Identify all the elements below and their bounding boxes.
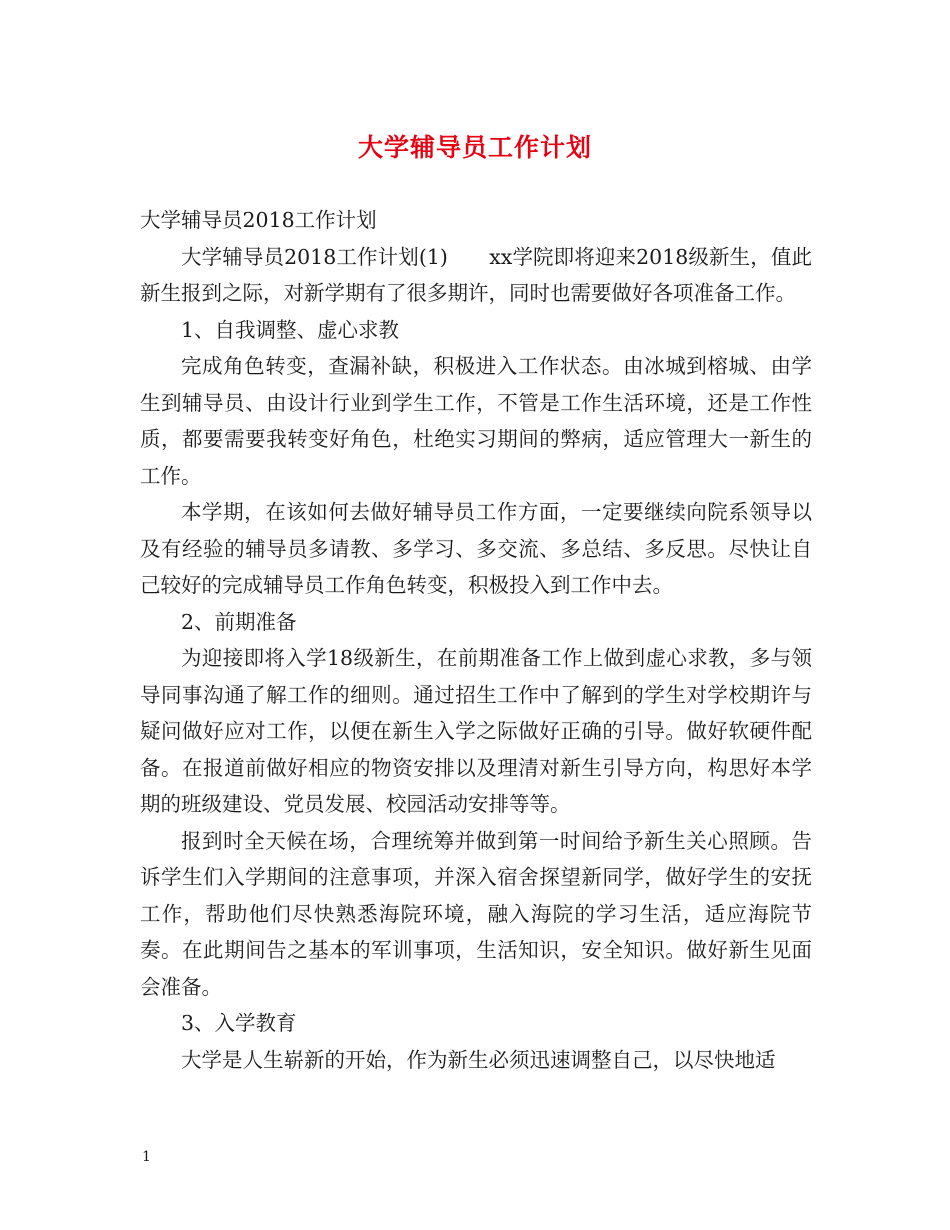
paragraph-preparation: 为迎接即将入学18级新生，在前期准备工作上做到虚心求教，多与领导同事沟通了解工作的细则。通过招生工作中了解到的学生对学校期许与疑问做好应对工作，以便在新生入学之际做好正确的引导。做好软硬件配备。在报道前做好相应的物资安排以及理清对新生引导方向，构思好本学期的班级建设、党员发展、校园活动安排等等。: [140, 646, 812, 816]
paragraph-intro: 大学辅导员2018工作计划(1) xx学院即将迎来2018级新生，值此新生报到之际，对新学期有了很多期许，同时也需要做好各项准备工作。: [140, 244, 812, 305]
section-heading-2: 2、前期准备: [181, 609, 297, 634]
paragraph-orientation: 大学是人生崭新的开始，作为新生必须迅速调整自己，以尽快地适: [181, 1047, 776, 1072]
paragraph-role-change: 完成角色转变，查漏补缺，积极进入工作状态。由冰城到榕城、由学生到辅导员、由设计行业到学生工作，不管是工作生活环境，还是工作性质，都要需要我转变好角色，杜绝实习期间的弊病，适应管理大一新生的工作。: [140, 354, 812, 488]
paragraph-semester: 本学期，在该如何去做好辅导员工作方面，一定要继续向院系领导以及有经验的辅导员多请教、多学习、多交流、多总结、多反思。尽快让自己较好的完成辅导员工作角色转变，积极投入到工作中去。: [140, 500, 812, 597]
document-subtitle: 大学辅导员2018工作计划: [140, 208, 377, 232]
section-heading-1: 1、自我调整、虚心求教: [181, 317, 400, 342]
paragraph-registration: 报到时全天候在场，合理统筹并做到第一时间给予新生关心照顾。告诉学生们入学期间的注意事项，并深入宿舍探望新同学，做好学生的安抚工作，帮助他们尽快熟悉海院环境，融入海院的学习生活，适应海院节奏。在此期间告之基本的军训事项，生活知识，安全知识。做好新生见面会准备。: [140, 828, 812, 999]
document-title: 大学辅导员工作计划: [357, 133, 592, 162]
document-body: [140, 202, 812, 1078]
section-heading-3: 3、入学教育: [181, 1011, 297, 1035]
page-number: 1: [142, 1149, 151, 1165]
